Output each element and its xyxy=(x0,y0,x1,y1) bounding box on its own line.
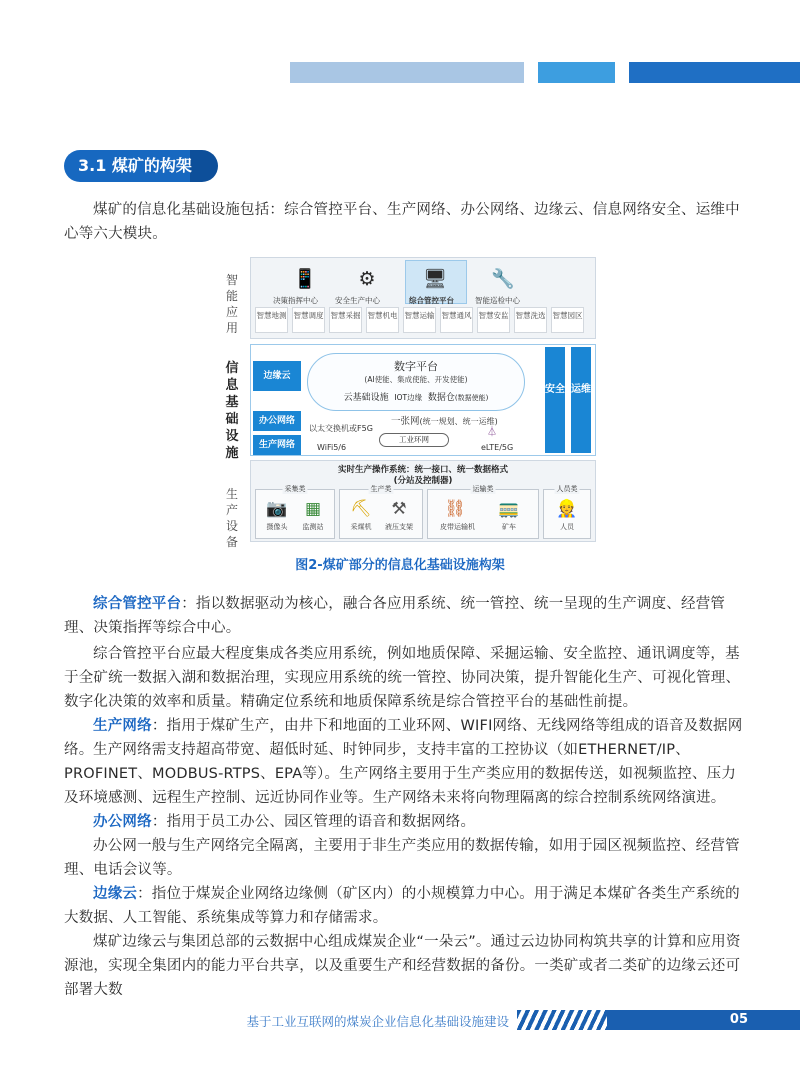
device: 👷 人员 xyxy=(552,496,582,532)
smart-item: 智慧运输 xyxy=(403,307,436,333)
device-group: 采集类 📷 摄像头 ▦ 监测站 xyxy=(255,489,335,539)
label-infrastructure: 信息基础设施 xyxy=(225,361,239,461)
worker-icon: 👷 xyxy=(556,499,578,519)
mine-car-icon: 🚃 xyxy=(498,499,520,519)
smart-item: 智慧地测 xyxy=(255,307,288,333)
elte-text: eLTE/5G xyxy=(481,443,514,452)
production-panel xyxy=(250,460,596,542)
device-group: 运输类 ⛓ 皮带运输机 🚃 矿车 xyxy=(427,489,539,539)
section-heading-cap xyxy=(190,150,218,182)
footer-stripes xyxy=(517,1010,607,1030)
device: ⚒ 液压支架 xyxy=(384,496,414,532)
hydraulic-icon: ⚒ xyxy=(391,499,407,519)
paragraph-edge-detail: 煤矿边缘云与集团总部的云数据中心组成煤炭企业“一朵云”。通过云边协同构筑共享的计算和应用资源池，实现全集团内的能力平台共享，以及重要生产和经营数据的备份。一类矿或者二类矿的边缘云还可部署大数 xyxy=(64,934,741,998)
smart-item: 智慧安监 xyxy=(477,307,510,333)
wifi-text: WiFi5/6 xyxy=(317,443,347,452)
camera-icon: 📷 xyxy=(266,499,288,519)
edge-cloud-tag: 边缘云 xyxy=(253,361,301,391)
top-bar-mid xyxy=(538,62,615,83)
footer-bar xyxy=(607,1010,800,1030)
paragraph-production-network: 生产网络：指用于煤矿生产，由井下和地面的工业环网、WIFI网络、无线网络等组成的语音及数据网络。 xyxy=(64,718,743,758)
infrastructure-diagram xyxy=(222,252,598,549)
device-group: 生产类 ⛏ 采煤机 ⚒ 液压支架 xyxy=(339,489,423,539)
figure-caption: 图2-煤矿部分的信息化基础设施构架 xyxy=(295,558,505,573)
section-title: 3.1 煤矿的构架 xyxy=(78,156,192,175)
iot-edge: IOT边缘 xyxy=(394,393,423,402)
ops-bar: 运维 xyxy=(571,347,591,453)
paragraph-integrated-platform: 综合管控平台：指以数据驱动为核心，融合各应用系统、统一管控、统一呈现的生产调度、经营管理、决策指挥等综合中心。 xyxy=(64,596,726,636)
app-label: 安全生产中心 xyxy=(335,296,380,305)
paragraph-office-detail: 办公网一般与生产网络完全隔离，主要用于非生产类应用的数据传输，如用于园区视频监控、经营管理、电话会议等。 xyxy=(64,838,740,878)
data-governance: (数据使能) xyxy=(454,394,489,402)
app-label: 智能巡检中心 xyxy=(475,296,520,305)
paragraph-office-network: 办公网络：指用于员工办公、园区管理的语音和数据网络。 xyxy=(93,814,476,830)
cloud-infra-row xyxy=(308,390,524,403)
footer-title: 基于工业互联网的煤炭企业信息化基础设施建设 xyxy=(246,1014,509,1029)
device: 📷 摄像头 xyxy=(262,496,292,532)
infrastructure-panel xyxy=(250,344,596,456)
device: 🚃 矿车 xyxy=(494,496,524,532)
smart-item: 智慧通风 xyxy=(440,307,473,333)
digital-platform-title: 数字平台 xyxy=(394,360,438,373)
smart-item: 智慧采掘 xyxy=(329,307,362,333)
smart-item: 智慧洗选 xyxy=(514,307,547,333)
top-bar-dark xyxy=(629,62,800,83)
office-network-tag: 办公网络 xyxy=(253,411,301,431)
label-production: 生产设备 xyxy=(225,487,238,549)
one-network-text: 一张网(统一规划、统一运维) xyxy=(391,416,498,427)
paragraph-platform-detail: 综合管控平台应最大程度集成各类应用系统，例如地质保障、采掘运输、安全监控、通讯调度等，基于全矿统一数据入湖和数据治理，实现应用系统的统一管控、协同决策，提升智能化生产、可视化管理、数字化决策的效率和质量。精确定位系统和地质保障系统是综合管控平台的基础性前提。 xyxy=(64,646,741,710)
smart-application-panel xyxy=(250,257,596,339)
app-label: 综合管控平台 xyxy=(409,296,454,305)
smart-item: 智慧机电 xyxy=(366,307,399,333)
smart-item: 智慧园区 xyxy=(551,307,584,333)
phone-chart-icon: 📱 xyxy=(293,268,317,290)
paragraph-production-detail: 生产网络需支持超高带宽、超低时延、时钟同步，支持丰富的工控协议（如ETHERNET/IP、PROFINET、MODBUS-RTPS、EPA等）。生产网络主要用于生产类应用的数据传送，如视频监控、压力及环境感测、远程生产控制、远近协同作业等。生产网络未来将向物理隔离的综合控制系统网络演进。 xyxy=(64,742,737,806)
device: ▦ 监测站 xyxy=(298,496,328,532)
industrial-ring: 工业环网 xyxy=(379,433,449,447)
device: ⛏ 采煤机 xyxy=(346,496,376,532)
wrench-icon: 🔧 xyxy=(491,268,515,290)
device-group: 人员类 👷 人员 xyxy=(543,489,591,539)
substation-icon: ▦ xyxy=(304,499,322,519)
intro-paragraph: 煤矿的信息化基础设施包括：综合管控平台、生产网络、办公网络、边缘云、信息网络安全、运维中心等六大模块。 xyxy=(64,202,740,242)
app-label: 决策指挥中心 xyxy=(273,296,318,305)
conveyor-icon: ⛓ xyxy=(444,499,466,519)
antenna-icon: ⏃ xyxy=(487,427,497,438)
paragraph-edge-cloud: 边缘云：指位于煤炭企业网络边缘侧（矿区内）的小规模算力中心。用于满足本煤矿各类生产系统的大数据、人工智能、系统集成等算力和存储需求。 xyxy=(64,886,740,926)
data-warehouse: 数据仓 xyxy=(427,393,455,403)
section-heading xyxy=(64,150,214,182)
digital-platform-cloud xyxy=(307,353,525,411)
page-number: 05 xyxy=(729,1012,748,1027)
top-bar-light xyxy=(290,62,524,83)
shield-gear-icon: ⚙ xyxy=(358,268,376,290)
cloud-infra: 云基础设施 xyxy=(343,393,389,403)
smart-item: 智慧调度 xyxy=(292,307,325,333)
production-network-tag: 生产网络 xyxy=(253,435,301,455)
ethernet-text: 以太交换机或F5G xyxy=(309,424,373,433)
label-smart-app: 智能应用 xyxy=(225,273,238,335)
enablement-text: (AI使能、集成使能、开发使能) xyxy=(364,375,468,384)
shearer-icon: ⛏ xyxy=(350,499,372,519)
device: ⛓ 皮带运输机 xyxy=(440,496,470,532)
monitor-icon: 🖥 xyxy=(422,268,448,290)
security-bar: 安全 xyxy=(545,347,565,453)
os-line: 实时生产操作系统：统一接口、统一数据格式 (分站及控制器) xyxy=(337,465,508,486)
